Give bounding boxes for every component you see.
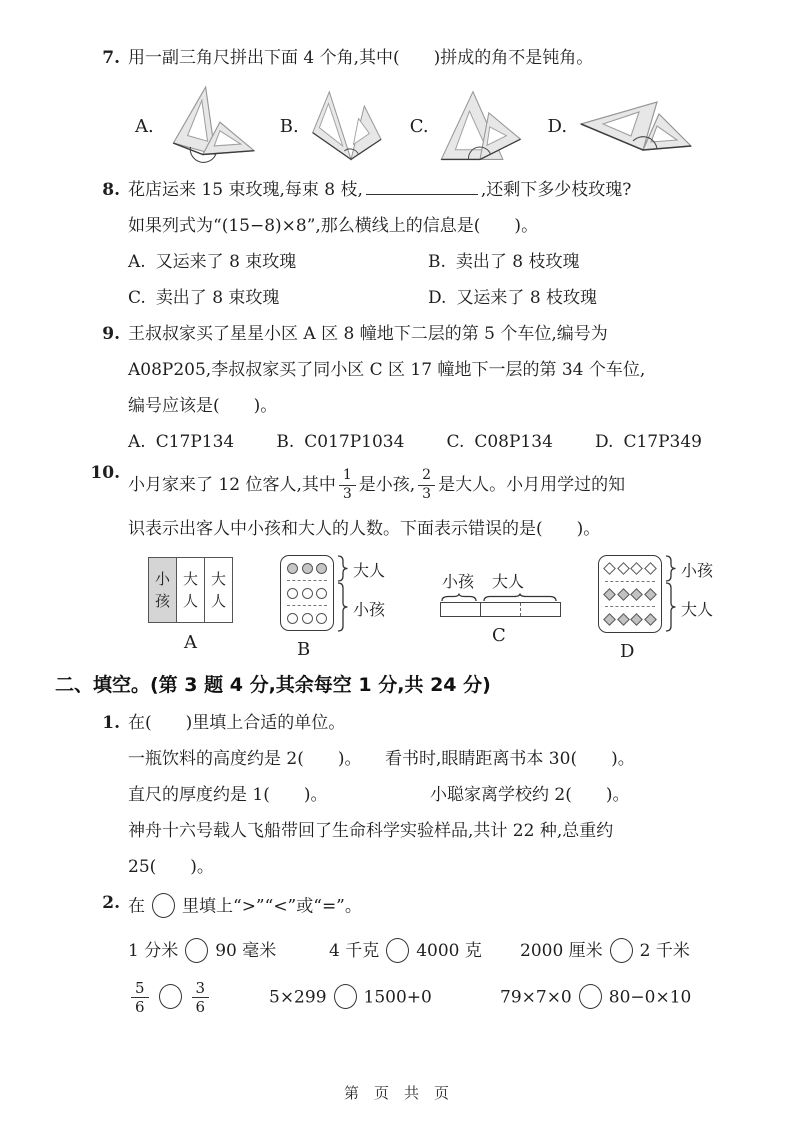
q9-option-c [447, 432, 553, 453]
diamond-icon [603, 562, 616, 575]
question-7-options [135, 84, 737, 168]
q8-line1-post: ,还剩下多少枝玫瑰? [480, 180, 632, 200]
triangle-rulers-d-icon [574, 96, 704, 156]
circle-icon [302, 588, 313, 599]
question-10 [88, 463, 737, 662]
q7-option-a-label: A. [135, 115, 154, 137]
q10-diagram-d-label: D [620, 641, 635, 662]
compare-item-3 [520, 936, 737, 966]
s2-q2-row2 [128, 980, 737, 1016]
s2-question-1 [88, 713, 737, 893]
question-8-line2: 如果列式为“(15−8)×8”,那么横线上的信息是( )。 [128, 216, 539, 236]
brace-icon [665, 582, 677, 632]
s2-question-1-number: 1. [102, 713, 120, 733]
compare-circle-icon [185, 938, 208, 963]
page-footer: 第 页 共 页 [343, 1084, 449, 1102]
compare-left: 79×7×0 [500, 987, 572, 1007]
q10-diagram-d-card [598, 555, 662, 633]
compare-circle-icon [579, 984, 602, 1009]
s2-q1-row2-left: 直尺的厚度约是 1( )。 [128, 785, 328, 805]
q7-option-b-label: B. [279, 115, 299, 137]
compare-right: 2 千米 [639, 941, 690, 961]
circle-icon [287, 588, 298, 599]
q9-option-b-label: B. [276, 432, 295, 452]
cell-char: 小 [154, 569, 170, 588]
question-7 [88, 48, 737, 180]
q8-option-b-label: B. [428, 252, 446, 272]
q7-option-b [280, 84, 386, 168]
s2-q1-row2 [128, 785, 737, 806]
frac-denominator: 6 [135, 998, 145, 1016]
q10-fraction-two-thirds [418, 468, 435, 502]
compare-left: 1 分米 [128, 941, 179, 961]
overbrace-icon [440, 592, 561, 602]
q8-blank-line [366, 189, 478, 195]
question-10-diagrams [128, 555, 737, 662]
diagram-b-row [287, 556, 327, 581]
q10-diagram-b-card [280, 555, 334, 631]
s2-q1-line4: 25( )。 [128, 857, 214, 877]
q10-diagram-c-right-label: 大人 [492, 572, 525, 591]
q9-option-d-label: D. [595, 432, 614, 452]
compare-item-5 [269, 984, 500, 1012]
q7-option-d-label: D. [547, 115, 568, 137]
diagram-d-row [605, 582, 655, 608]
q7-option-c [410, 86, 524, 166]
bar-segment [520, 603, 560, 616]
fraction-three-sixths [192, 980, 210, 1016]
q9-option-c-label: C. [446, 432, 465, 452]
compare-right: 1500+0 [363, 987, 432, 1007]
q10-line1-b: 是小孩, [358, 475, 416, 495]
diagram-d-row [605, 607, 655, 632]
diamond-shaded-icon [617, 613, 630, 626]
triangle-rulers-b-icon [306, 84, 386, 168]
circle-icon [316, 588, 327, 599]
compare-left: 4 千克 [329, 941, 380, 961]
compare-item-2 [329, 936, 520, 966]
question-9 [88, 324, 737, 463]
q10-diagram-c-label: C [492, 625, 506, 646]
q9-option-b-text: C017P1034 [304, 432, 405, 452]
q10-diagram-b [280, 555, 410, 659]
circle-shaded-icon [316, 563, 327, 574]
q10-frac1-denominator: 3 [342, 485, 352, 502]
question-10-number: 10. [90, 463, 120, 483]
s2-question-2 [88, 893, 737, 1016]
q8-line1-pre: 花店运来 15 束玫瑰,每束 8 枝, [128, 180, 363, 200]
q10-diagram-b-top-label: 大人 [353, 561, 386, 580]
compare-right: 80−0×10 [608, 987, 692, 1007]
s2-q2-intro [128, 893, 737, 921]
circle-icon [287, 613, 298, 624]
diagram-b-row [287, 606, 327, 630]
diamond-icon [630, 562, 643, 575]
q10-line1-a: 小月家来了 12 位客人,其中 [128, 475, 336, 495]
triangle-rulers-a-icon [161, 84, 256, 168]
cell-char: 人 [182, 591, 198, 610]
s2-q1-row1-left: 一瓶饮料的高度约是 2( )。 [128, 749, 362, 769]
question-7-text: 用一副三角尺拼出下面 4 个角,其中( )拼成的角不是钝角。 [128, 48, 594, 68]
bar-segment [441, 603, 480, 616]
diamond-shaded-icon [630, 588, 643, 601]
cell-char: 孩 [154, 591, 170, 610]
q10-diagram-b-label: B [297, 639, 311, 660]
q8-option-c-text: 卖出了 8 束玫瑰 [155, 288, 280, 308]
s2-q1-line3: 神舟十六号载人飞船带回了生命科学实验样品,共计 22 种,总重约 [128, 821, 614, 841]
diamond-shaded-icon [603, 613, 616, 626]
diamond-shaded-icon [630, 613, 643, 626]
q10-diagram-a-label: A [184, 632, 197, 653]
diamond-shaded-icon [644, 588, 657, 601]
cell-char: 人 [210, 591, 226, 610]
q10-diagram-d [598, 555, 738, 662]
diamond-shaded-icon [603, 588, 616, 601]
q10-frac2-denominator: 3 [422, 485, 432, 502]
question-8-options [128, 252, 737, 309]
q9-option-c-text: C08P134 [474, 432, 553, 452]
question-8 [88, 180, 737, 309]
s2-q2-row1 [128, 936, 737, 966]
diamond-shaded-icon [617, 588, 630, 601]
s2-question-2-number: 2. [102, 893, 120, 913]
section-2-header: 二、填空。(第 3 题 4 分,其余每空 1 分,共 24 分) [55, 674, 491, 696]
s2-q1-row1 [128, 749, 737, 770]
compare-circle-icon [386, 938, 409, 963]
q10-frac2-numerator: 2 [418, 468, 435, 485]
brace-icon [337, 555, 349, 582]
bar-segment [480, 603, 520, 616]
frac-numerator: 5 [131, 980, 149, 999]
q8-option-b [428, 252, 737, 273]
frac-numerator: 3 [192, 980, 210, 999]
q9-option-a [128, 432, 234, 453]
q8-option-a [128, 252, 428, 273]
frac-denominator: 6 [195, 998, 206, 1016]
compare-left: 5×299 [269, 987, 327, 1007]
question-7-number: 7. [102, 48, 120, 68]
q10-diagram-a-cell-child [149, 558, 176, 622]
diamond-icon [644, 562, 657, 575]
question-9-line2: A08P205,李叔叔家买了同小区 C 区 17 幢地下一层的第 34 个车位, [128, 360, 646, 380]
q10-diagram-a-cell-adult2 [204, 558, 232, 622]
q10-diagram-c-left-label: 小孩 [442, 572, 475, 591]
diagram-d-row [605, 556, 655, 582]
q10-diagram-a-cell-adult1 [176, 558, 204, 622]
compare-circle-icon [159, 984, 182, 1009]
compare-item-6 [500, 984, 737, 1012]
q10-frac1-numerator: 1 [339, 468, 356, 485]
q10-diagram-c [440, 569, 605, 659]
diamond-icon [617, 562, 630, 575]
q10-line1-c: 是大人。小月用学过的知 [438, 475, 626, 495]
compare-item-1 [128, 936, 329, 966]
q8-option-d [428, 288, 737, 309]
brace-icon [665, 555, 677, 582]
question-8-line1 [128, 180, 737, 201]
question-8-number: 8. [102, 180, 120, 200]
q10-diagram-d-bottom-label: 大人 [681, 600, 714, 619]
question-9-number: 9. [102, 324, 120, 344]
q8-option-c [128, 288, 428, 309]
q9-option-d-text: C17P349 [623, 432, 702, 452]
s2-q2-intro-pre: 在 [128, 896, 145, 917]
compare-right: 4000 克 [416, 941, 482, 961]
compare-left: 2000 厘米 [520, 941, 603, 961]
q9-option-a-label: A. [128, 432, 146, 452]
q8-option-b-text: 卖出了 8 枝玫瑰 [455, 252, 580, 272]
q7-option-c-label: C. [409, 115, 429, 137]
q9-option-d [595, 432, 702, 453]
fraction-five-sixths [131, 980, 149, 1016]
question-10-line1 [128, 463, 737, 507]
q7-option-a [135, 84, 256, 168]
triangle-rulers-c-icon [436, 86, 524, 166]
q8-option-c-label: C. [128, 288, 146, 308]
q10-diagram-a-grid [148, 557, 233, 623]
s2-q1-intro: 在( )里填上合适的单位。 [128, 713, 346, 733]
q8-option-d-label: D. [428, 288, 447, 308]
q10-diagram-b-bottom-label: 小孩 [353, 600, 386, 619]
compare-circle-icon [334, 984, 357, 1009]
question-9-line3: 编号应该是( )。 [128, 396, 278, 416]
q10-diagram-c-bar [440, 602, 561, 617]
circle-icon [302, 613, 313, 624]
brace-icon [337, 582, 349, 632]
q8-option-a-label: A. [128, 252, 146, 272]
q9-option-b [276, 432, 404, 453]
compare-item-4 [128, 980, 269, 1016]
compare-circle-icon [610, 938, 633, 963]
s2-q2-intro-post: 里填上“>”“<”或“=”。 [182, 896, 362, 917]
diamond-shaded-icon [644, 613, 657, 626]
cell-char: 大 [210, 569, 226, 588]
compare-right: 90 毫米 [215, 941, 277, 961]
q8-option-a-text: 又运来了 8 束玫瑰 [155, 252, 297, 272]
cell-char: 大 [182, 569, 198, 588]
s2-q1-row1-right: 看书时,眼睛距离书本 30( )。 [385, 749, 635, 769]
q7-option-d [548, 96, 705, 156]
q10-diagram-d-top-label: 小孩 [681, 561, 714, 580]
q8-option-d-text: 又运来了 8 枝玫瑰 [456, 288, 598, 308]
circle-shaded-icon [302, 563, 313, 574]
diagram-b-row [287, 581, 327, 606]
question-9-options [128, 432, 702, 453]
question-10-line2: 识表示出客人中小孩和大人的人数。下面表示错误的是( )。 [128, 519, 601, 539]
q9-option-a-text: C17P134 [155, 432, 235, 452]
q10-fraction-one-third [339, 468, 356, 502]
s2-q1-row2-right: 小聪家离学校约 2( )。 [430, 785, 630, 805]
question-9-line1: 王叔叔家买了星星小区 A 区 8 幢地下二层的第 5 个车位,编号为 [128, 324, 608, 344]
circle-shaded-icon [287, 563, 298, 574]
circle-icon [316, 613, 327, 624]
q10-diagram-a [148, 557, 233, 653]
compare-circle-icon [152, 893, 175, 918]
